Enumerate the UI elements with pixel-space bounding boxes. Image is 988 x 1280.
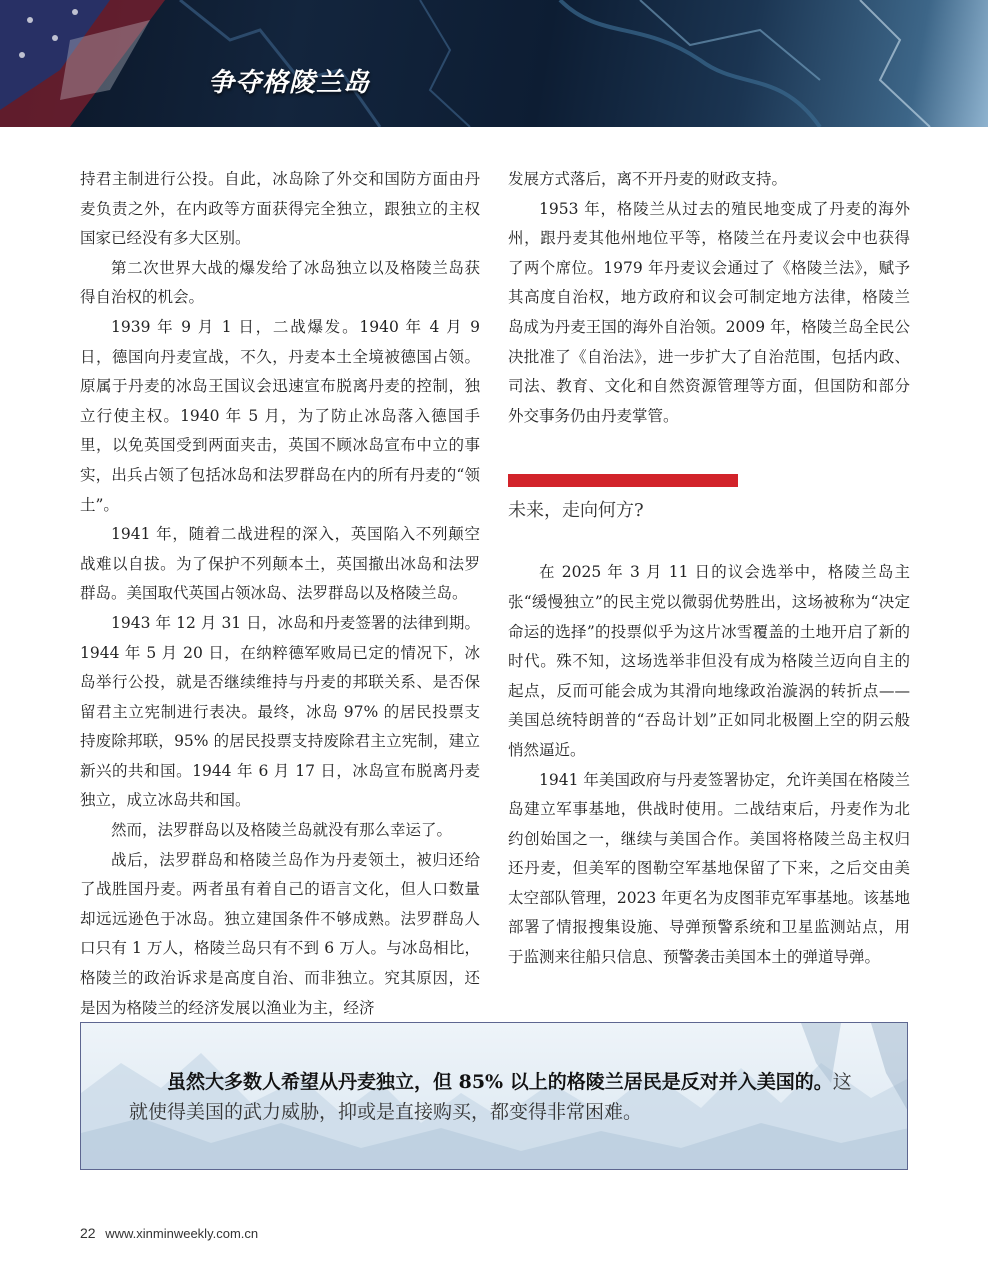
- page-footer: [80, 1225, 258, 1241]
- section-divider-bar: [508, 474, 738, 487]
- right-paragraph: 在 2025 年 3 月 11 日的议会选举中，格陵兰岛主张“缓慢独立”的民主党以微弱优势胜出，这场被称为“决定命运的选择”的投票似乎为这片冰雪覆盖的土地开启了新的时代。殊不知，这场选举非但没有成为格陵兰迈向自主的起点，反而可能会成为其滑向地缘政治漩涡的转折点——美国总统特朗普的“吞岛计划”正如同北极圈上空的阴云般悄然逼近。: [508, 563, 910, 759]
- banner-background-art: [0, 0, 988, 127]
- page-number: 22: [80, 1225, 96, 1241]
- right-paragraph: 发展方式落后，离不开丹麦的财政支持。: [508, 170, 788, 188]
- left-paragraph: 1941 年，随着二战进程的深入，英国陷入不列颠空战难以自拔。为了保护不列颠本土，英国撤出冰岛和法罗群岛。美国取代英国占领冰岛、法罗群岛以及格陵兰岛。: [80, 525, 480, 603]
- header-banner: [0, 0, 988, 127]
- left-paragraph: 1943 年 12 月 31 日，冰岛和丹麦签署的法律到期。1944 年 5 月 20 日，在纳粹德军败局已定的情况下，冰岛举行公投，就是否继续维持与丹麦的邦联关系、是否保留君主立宪制进行表决。最终，冰岛 97% 的居民投票支持废除邦联，95% 的居民投票支持废除君主立宪制，建立新兴的共和国。1944 年 6 月 17 日，冰岛宣布脱离丹麦独立，成立冰岛共和国。: [80, 613, 480, 810]
- left-column: [80, 165, 480, 1023]
- right-paragraph: 1941 年美国政府与丹麦签署协定，允许美国在格陵兰岛建立军事基地，供战时使用。二战结束后，丹麦作为北约创始国之一，继续与美国合作。美国将格陵兰岛主权归还丹麦，但美军的图勒空军基地保留了下来，之后交由美太空部队管理，2023 年更名为皮图菲克军事基地。该基地部署了情报搜集设施、导弹预警系统和卫星监测站点，用于监测来往船只信息、预警袭击美国本土的弹道导弹。: [508, 770, 910, 967]
- pull-quote-normal: 这就使得美国的武力威胁，抑或是直接购买，都变得非常困难。: [129, 1071, 852, 1123]
- left-paragraph: 持君主制进行公投。自此，冰岛除了外交和国防方面由丹麦负责之外，在内政等方面获得完全独立，跟独立的主权国家已经没有多大区别。: [80, 170, 480, 248]
- pull-quote-box: [80, 1022, 908, 1170]
- right-column: [508, 165, 910, 973]
- left-paragraph: 战后，法罗群岛和格陵兰岛作为丹麦领土，被归还给了战胜国丹麦。两者虽有着自己的语言文化，但人口数量却远远逊色于冰岛。独立建国条件不够成熟。法罗群岛人口只有 1 万人，格陵兰岛只有不到 6 万人。与冰岛相比，格陵兰的政治诉求是高度自治、而非独立。究其原因，还是因为格陵兰的经济发展以渔业为主，经济: [80, 850, 480, 1017]
- left-paragraph: 第二次世界大战的爆发给了冰岛独立以及格陵兰岛获得自治权的机会。: [80, 258, 480, 307]
- left-paragraph: 然而，法罗群岛以及格陵兰岛就没有那么幸运了。: [111, 821, 453, 840]
- left-paragraph: 1939 年 9 月 1 日，二战爆发。1940 年 4 月 9 日，德国向丹麦宣战，不久，丹麦本土全境被德国占领。原属于丹麦的冰岛王国议会迅速宣布脱离丹麦的控制，独立行使主权。1940 年 5 月，为了防止冰岛落入德国手里，以免英国受到两面夹击，英国不顾冰岛宣布中立的事实，出兵占领了包括冰岛和法罗群岛在内的所有丹麦的“领土”。: [80, 317, 480, 514]
- right-paragraph: 1953 年，格陵兰从过去的殖民地变成了丹麦的海外州，跟丹麦其他州地位平等，格陵兰在丹麦议会中也获得了两个席位。1979 年丹麦议会通过了《格陵兰法》，赋予其高度自治权，地方政府和议会可制定地方法律，格陵兰岛成为丹麦王国的海外自治领。2009 年，格陵兰岛全民公决批准了《自治法》，进一步扩大了自治范围，包括内政、司法、教育、文化和自然资源管理等方面，但国防和部分外交事务仍由丹麦掌管。: [508, 199, 910, 425]
- pull-quote-bold: 虽然大多数人希望从丹麦独立，但 85% 以上的格陵兰居民是反对并入美国的。: [167, 1071, 833, 1093]
- section-heading: 未来，走向何方?: [508, 500, 644, 522]
- pull-quote-text: [129, 1067, 869, 1127]
- banner-title: 争夺格陵兰岛: [208, 68, 371, 98]
- website-link[interactable]: www.xinminweekly.com.cn: [105, 1226, 259, 1241]
